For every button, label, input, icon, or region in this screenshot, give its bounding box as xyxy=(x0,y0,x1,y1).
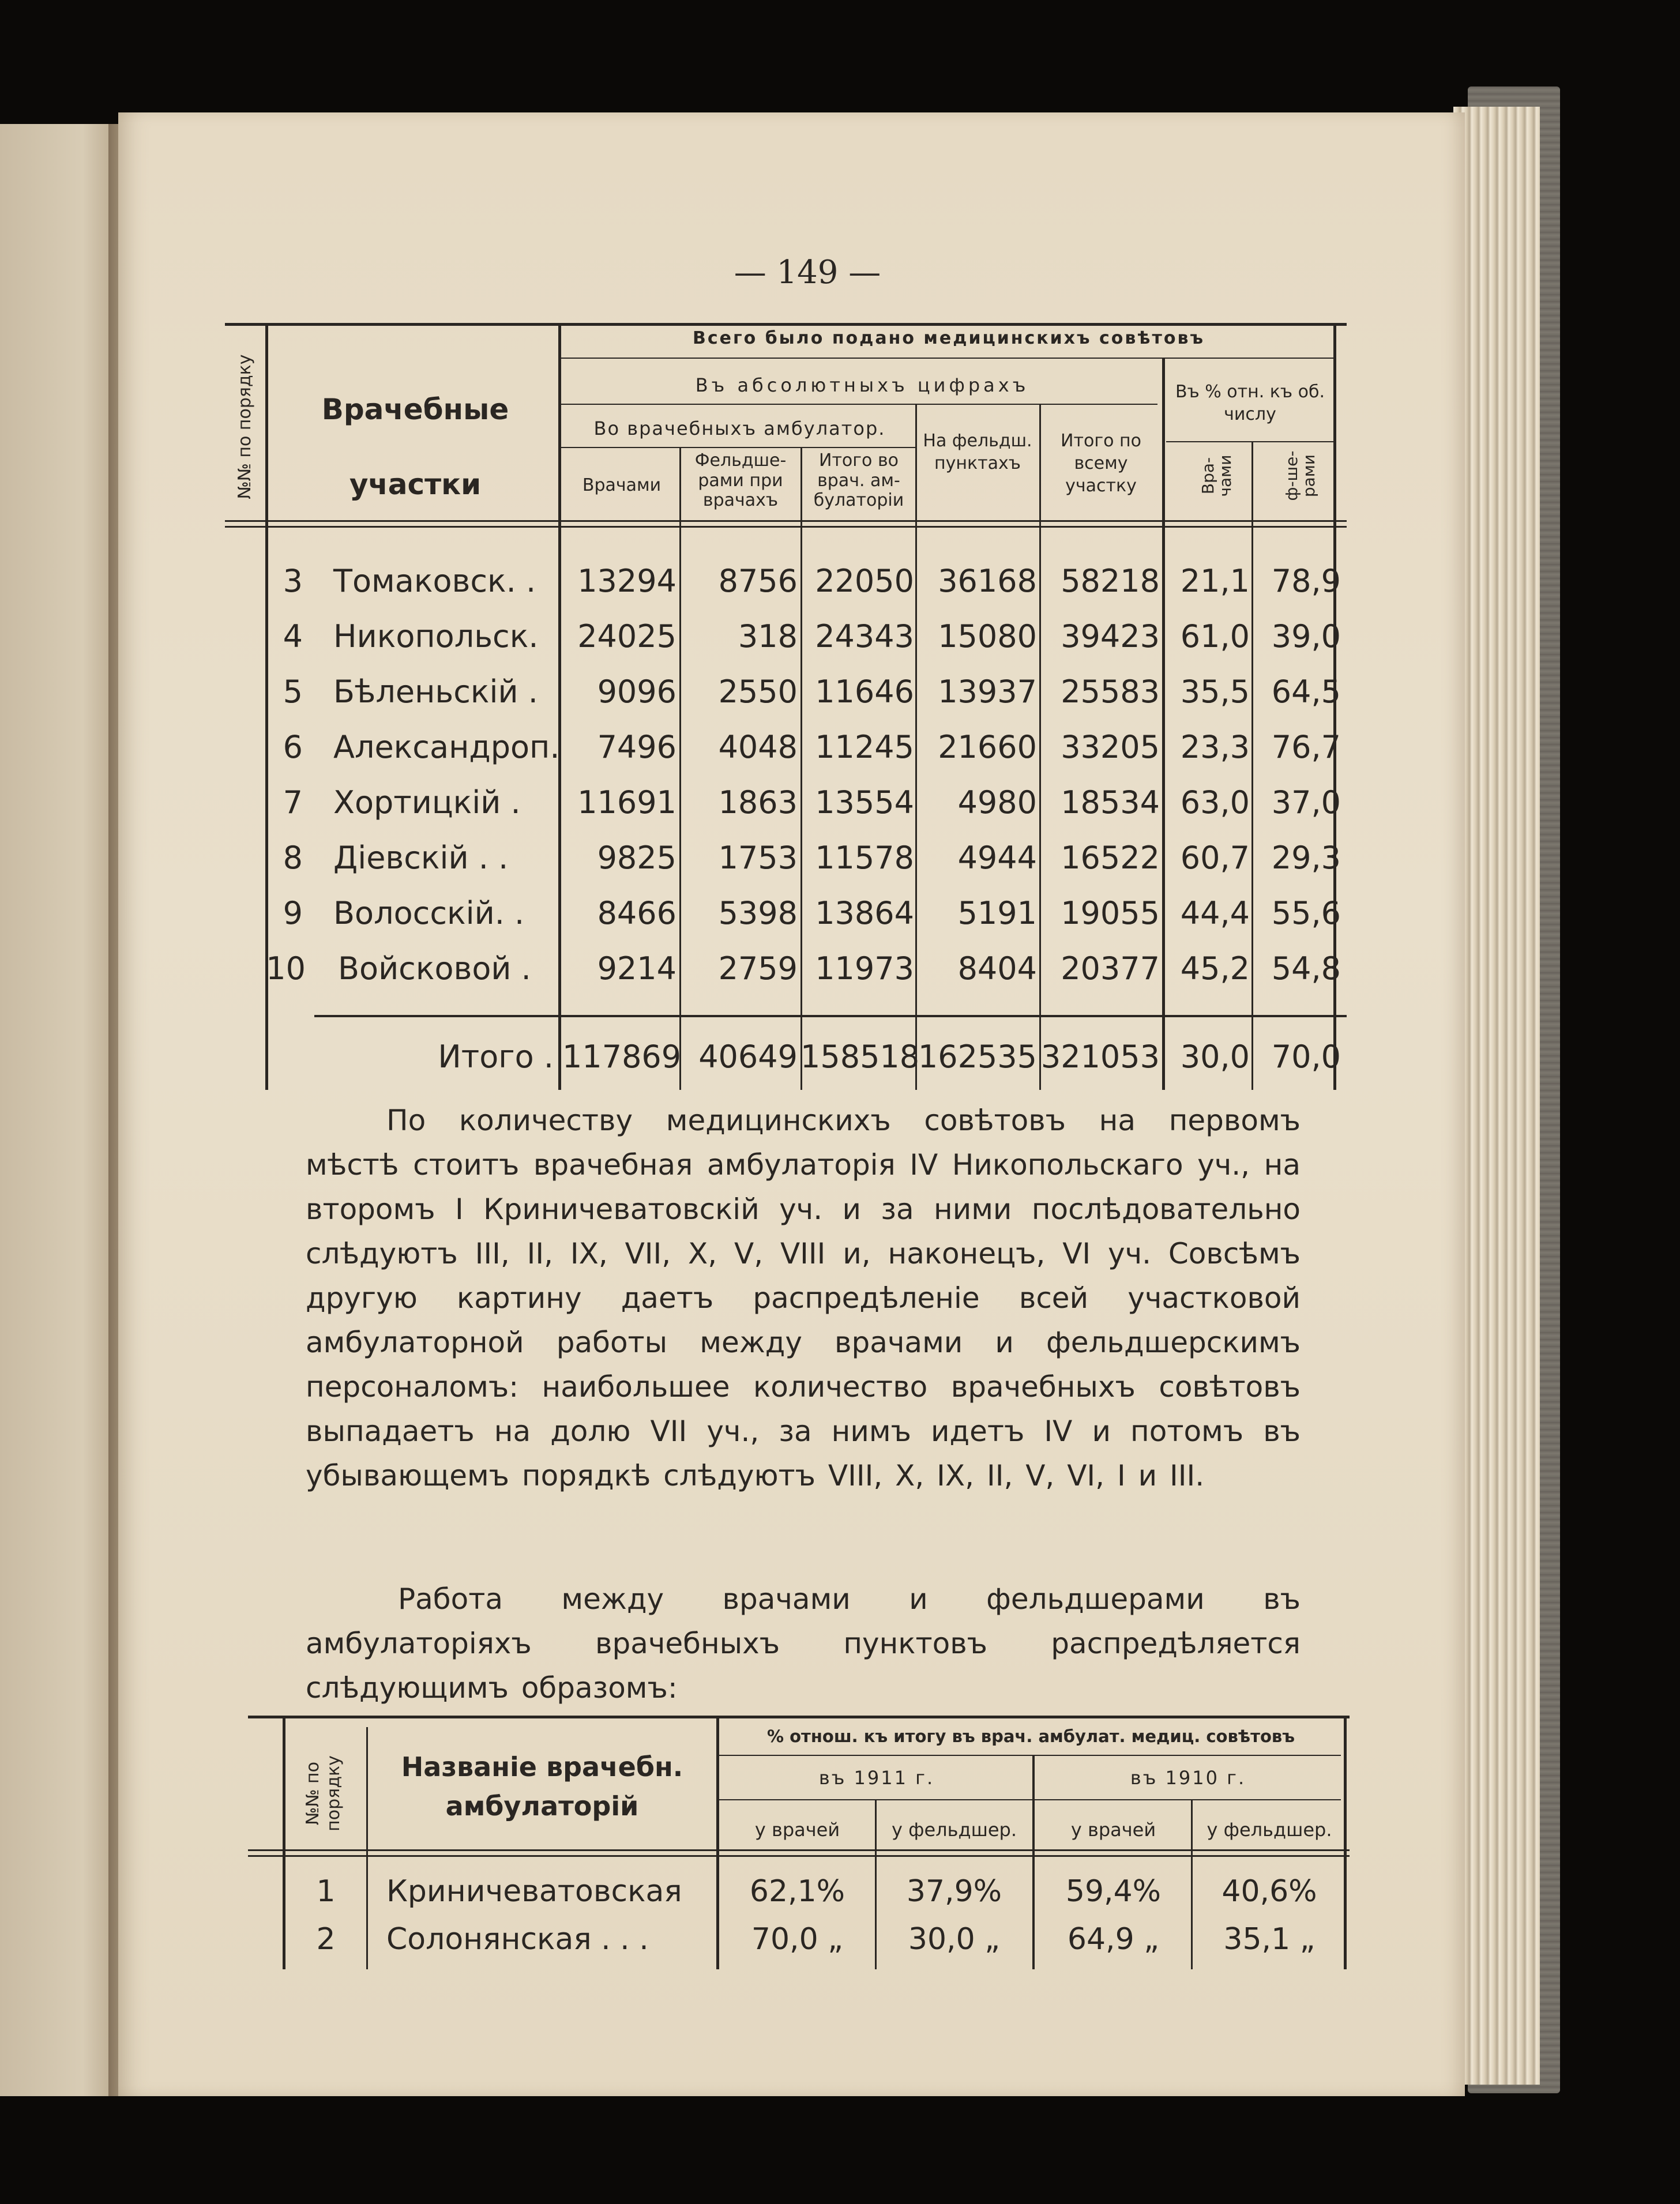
page-stack-edges xyxy=(1453,107,1540,2085)
group-header: % отнош. къ итогу въ врач. амбулат. медиц. совѣтовъ xyxy=(766,1727,1295,1746)
total-feldsher: 40649 xyxy=(698,1039,798,1075)
sub-doctors-header: Врачами xyxy=(582,475,662,495)
year-1910-header: въ 1910 г. xyxy=(1130,1767,1246,1789)
cell-feldsher: 5398 xyxy=(718,895,798,931)
feldsher-1911-header: у фельдшер. xyxy=(891,1819,1017,1841)
cell-total-district: 33205 xyxy=(1061,729,1160,765)
header-rule-2 xyxy=(248,1855,1350,1857)
total-pct-doctors: 30,0 xyxy=(1180,1039,1250,1075)
cell-doctors-1911: 62,1% xyxy=(749,1874,845,1909)
cell-total-amb: 13864 xyxy=(815,895,914,931)
ambulatory-name: Криничеватовская xyxy=(386,1874,682,1909)
cell-total-amb: 24343 xyxy=(815,618,914,655)
row-number: 3 xyxy=(283,563,303,599)
row-number: 9 xyxy=(283,895,303,931)
cell-total-amb: 11245 xyxy=(815,729,914,765)
paragraph-ranking: По количеству медицинскихъ совѣтовъ на первомъ мѣстѣ стоитъ врачебная амбулаторія IV Никопольскаго уч., на второмъ I Криничеватовскій уч. и за ними послѣдовательно слѣдуютъ III, II, IX, VII, X, V, VIII и, наконецъ, VI уч. Совсѣмъ другую картину даетъ распредѣленіе всей участковой амбулаторной работы между врачами и фельдшерскимъ персоналомъ: наибольшее количество врачебныхъ совѣтовъ выпадаетъ на долю VII уч., за нимъ идетъ IV и потомъ въ убывающемъ порядкѣ слѣдуютъ VIII, X, IX, II, V, VI, I и III. xyxy=(306,1104,1301,1492)
cell-pct-doctors: 21,1 xyxy=(1180,563,1250,599)
cell-total-district: 39423 xyxy=(1061,618,1160,655)
total-doctors: 117869 xyxy=(562,1039,682,1075)
cell-pct-doctors: 35,5 xyxy=(1180,674,1250,710)
cell-pct-doctors: 63,0 xyxy=(1180,784,1250,821)
table-row xyxy=(248,1910,1350,1968)
row-number: 1 xyxy=(316,1874,336,1909)
header-inner-rule xyxy=(718,1755,1341,1756)
row-number: 8 xyxy=(283,840,303,876)
header-rule-1 xyxy=(248,1849,1350,1851)
col-number-header: №№ по порядку xyxy=(235,354,255,499)
cell-pct-feldsher: 55,6 xyxy=(1271,895,1341,931)
group-header: Всего было подано медицинскихъ совѣтовъ xyxy=(692,328,1205,348)
district-consultations-table xyxy=(225,323,1347,1096)
cell-doctors: 11691 xyxy=(577,784,676,821)
cell-pct-doctors: 61,0 xyxy=(1180,618,1250,655)
district-name: Томаковск. . xyxy=(333,563,536,599)
cell-pct-feldsher: 39,0 xyxy=(1271,618,1341,655)
cell-total-amb: 11973 xyxy=(815,950,914,987)
cell-feldsher: 8756 xyxy=(718,563,798,599)
col-district-header: Врачебные участки xyxy=(321,393,509,501)
cell-doctors: 24025 xyxy=(577,618,676,655)
row-number: 4 xyxy=(283,618,303,655)
pct-doctors-header: Вра- чами xyxy=(1198,454,1235,497)
col-number-header: №№ по порядку xyxy=(303,1755,344,1831)
cell-feldsher: 2550 xyxy=(718,674,798,710)
cell-pct-doctors: 45,2 xyxy=(1180,950,1250,987)
cell-feldsher-1911: 37,9% xyxy=(906,1874,1002,1909)
table-row xyxy=(225,554,1347,608)
district-name: Войсковой . xyxy=(338,950,531,987)
paragraph-distribution: Работа между врачами и фельдшерами въ амбулаторіяхъ врачебныхъ пунктовъ распредѣляется слѣдующимъ образомъ: xyxy=(306,1582,1301,1705)
cell-doctors: 13294 xyxy=(577,563,676,599)
row-number: 6 xyxy=(283,729,303,765)
table-row xyxy=(225,609,1347,664)
total-label: Итого . xyxy=(438,1039,554,1075)
doctors-1911-header: у врачей xyxy=(754,1819,840,1841)
cell-doctors-1910: 64,9 „ xyxy=(1067,1922,1160,1957)
amb-header: Во врачебныхъ амбулатор. xyxy=(593,418,886,439)
cell-feldsher-1910: 35,1 „ xyxy=(1223,1922,1316,1957)
table-row xyxy=(225,830,1347,885)
col-name-header: Названіе врачебн. амбулаторій xyxy=(401,1751,683,1822)
cell-feldsh-points: 5191 xyxy=(957,895,1037,931)
ambulatory-name: Солонянская . . . xyxy=(386,1922,649,1957)
district-name: Никопольск. xyxy=(333,618,539,655)
cell-pct-doctors: 60,7 xyxy=(1180,840,1250,876)
cell-doctors-1910: 59,4% xyxy=(1065,1874,1162,1909)
table-row xyxy=(225,720,1347,774)
cell-doctors: 9825 xyxy=(597,840,676,876)
cell-feldsher: 1863 xyxy=(718,784,798,821)
table-top-rule xyxy=(225,323,1347,326)
total-district: 321053 xyxy=(1040,1039,1160,1075)
district-name: Бѣленьскій . xyxy=(333,674,538,710)
cell-feldsher-1910: 40,6% xyxy=(1222,1874,1317,1909)
header-inner-rule xyxy=(561,447,915,448)
cell-total-district: 25583 xyxy=(1061,674,1160,710)
header-inner-rule xyxy=(561,358,1336,359)
total-rule xyxy=(314,1015,1347,1017)
page-number: — 149 — xyxy=(734,254,881,291)
district-name: Александроп. xyxy=(333,729,560,765)
sub-total-amb-header: Итого во врач. ам- булаторіи xyxy=(813,450,904,510)
cell-feldsh-points: 13937 xyxy=(938,674,1037,710)
cell-feldsh-points: 4944 xyxy=(957,840,1037,876)
row-number: 5 xyxy=(283,674,303,710)
cell-total-amb: 13554 xyxy=(815,784,914,821)
cell-feldsh-points: 21660 xyxy=(938,729,1037,765)
table-row xyxy=(225,664,1347,719)
cell-doctors: 9096 xyxy=(597,674,676,710)
cell-pct-feldsher: 37,0 xyxy=(1271,784,1341,821)
pct-feldsher-header: ф-ше- рами xyxy=(1282,450,1318,501)
cell-total-amb: 11578 xyxy=(815,840,914,876)
cell-feldsh-points: 15080 xyxy=(938,618,1037,655)
cell-total-district: 19055 xyxy=(1061,895,1160,931)
cell-doctors: 7496 xyxy=(597,729,676,765)
cell-pct-feldsher: 64,5 xyxy=(1271,674,1341,710)
cell-total-amb: 11646 xyxy=(815,674,914,710)
cell-pct-feldsher: 76,7 xyxy=(1271,729,1341,765)
total-amb: 158518 xyxy=(800,1039,920,1075)
cell-feldsher: 4048 xyxy=(718,729,798,765)
cell-feldsh-points: 8404 xyxy=(957,950,1037,987)
table-top-rule xyxy=(248,1716,1350,1718)
abs-header: Въ абсолютныхъ цифрахъ xyxy=(695,374,1029,396)
year-1911-header: въ 1911 г. xyxy=(818,1767,935,1789)
table-row xyxy=(225,941,1347,996)
cell-pct-feldsher: 29,3 xyxy=(1271,840,1341,876)
district-name: Хортицкій . xyxy=(333,784,521,821)
feldsher-1910-header: у фельдшер. xyxy=(1207,1819,1332,1841)
total-feldsh-points: 162535 xyxy=(918,1039,1037,1075)
row-number: 7 xyxy=(283,784,303,821)
cell-feldsher: 2759 xyxy=(718,950,798,987)
cell-total-district: 16522 xyxy=(1061,840,1160,876)
cell-feldsher: 1753 xyxy=(718,840,798,876)
cell-total-district: 58218 xyxy=(1061,563,1160,599)
cell-pct-feldsher: 54,8 xyxy=(1271,950,1341,987)
header-rule-2 xyxy=(225,526,1347,528)
doctors-1910-header: у врачей xyxy=(1070,1819,1156,1841)
left-page-edge xyxy=(0,124,118,2096)
pct-header: Въ % отн. къ об. числу xyxy=(1175,382,1325,424)
cell-total-amb: 22050 xyxy=(815,563,914,599)
cell-doctors: 9214 xyxy=(597,950,676,987)
table-row xyxy=(225,775,1347,830)
cell-feldsher-1911: 30,0 „ xyxy=(908,1922,1001,1957)
sub-feldsher-header: Фельдше- рами при врачахъ xyxy=(694,450,787,510)
cell-doctors: 8466 xyxy=(597,895,676,931)
cell-doctors-1911: 70,0 „ xyxy=(751,1922,844,1957)
cell-feldsh-points: 36168 xyxy=(938,563,1037,599)
ambulatory-share-table xyxy=(248,1716,1350,1969)
cell-total-district: 20377 xyxy=(1061,950,1160,987)
cell-pct-doctors: 44,4 xyxy=(1180,895,1250,931)
table-row xyxy=(225,886,1347,941)
sub-total-district-header: Итого по всему участку xyxy=(1061,431,1141,496)
total-row xyxy=(225,1029,1347,1084)
cell-pct-feldsher: 78,9 xyxy=(1271,563,1341,599)
cell-pct-doctors: 23,3 xyxy=(1180,729,1250,765)
total-pct-feldsher: 70,0 xyxy=(1271,1039,1341,1075)
header-inner-rule xyxy=(561,404,1157,405)
cell-feldsh-points: 4980 xyxy=(957,784,1037,821)
row-number: 10 xyxy=(266,950,306,987)
row-number: 2 xyxy=(316,1922,336,1957)
cell-feldsher: 318 xyxy=(738,618,798,655)
header-inner-rule xyxy=(718,1799,1341,1800)
sub-feldsh-points-header: На фельдш. пунктахъ xyxy=(923,431,1032,473)
district-name: Діевскій . . xyxy=(333,840,509,876)
cell-total-district: 18534 xyxy=(1061,784,1160,821)
district-name: Волосскій. . xyxy=(333,895,525,931)
